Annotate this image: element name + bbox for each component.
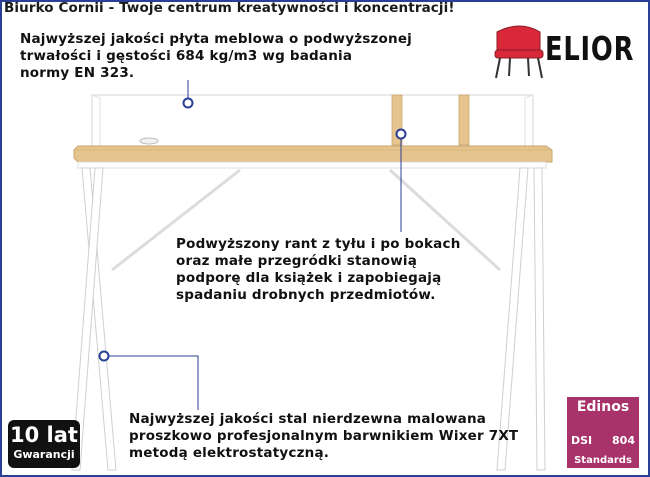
- warranty-label: Gwarancji: [13, 448, 75, 461]
- warranty-badge: [8, 420, 80, 468]
- certificate-code-right: 804: [612, 434, 635, 447]
- certificate-standards: Standards: [574, 455, 632, 466]
- certificate-badge: [567, 397, 639, 468]
- certificate-name: Edinos: [576, 399, 630, 415]
- callout-top-text: Najwyższej jakości płyta meblowa o podwyższonej trwałości i gęstości 684 kg/m3 wg badania normy EN 323.: [20, 31, 413, 81]
- desk-divider-right: [459, 95, 469, 145]
- desk-top: [74, 146, 552, 162]
- callout-dot-top: [184, 99, 193, 108]
- callout-bottom-text: Najwyższej jakości stal nierdzewna malowana proszkowo profesjonalnym barwnikiem Wixer 7XT metodą elektrostatyczną.: [129, 411, 519, 461]
- cable-grommet: [140, 138, 158, 144]
- callout-middle-text: Podwyższony rant z tyłu i po bokach oraz małe przegródki stanowią podporę dla książek i zapobiegają spadaniu drobnych przedmiotów.: [176, 236, 461, 303]
- warranty-years: 10 lat: [10, 423, 78, 447]
- callout-dot-middle: [397, 130, 406, 139]
- callout-dot-bottom: [100, 352, 109, 361]
- brand-logo: ELIOR: [545, 29, 635, 68]
- page-title: Biurko Cornii - Twoje centrum kreatywności i koncentracji!: [4, 0, 455, 16]
- certificate-code-left: DSI: [571, 434, 593, 447]
- chair-icon: [495, 26, 543, 78]
